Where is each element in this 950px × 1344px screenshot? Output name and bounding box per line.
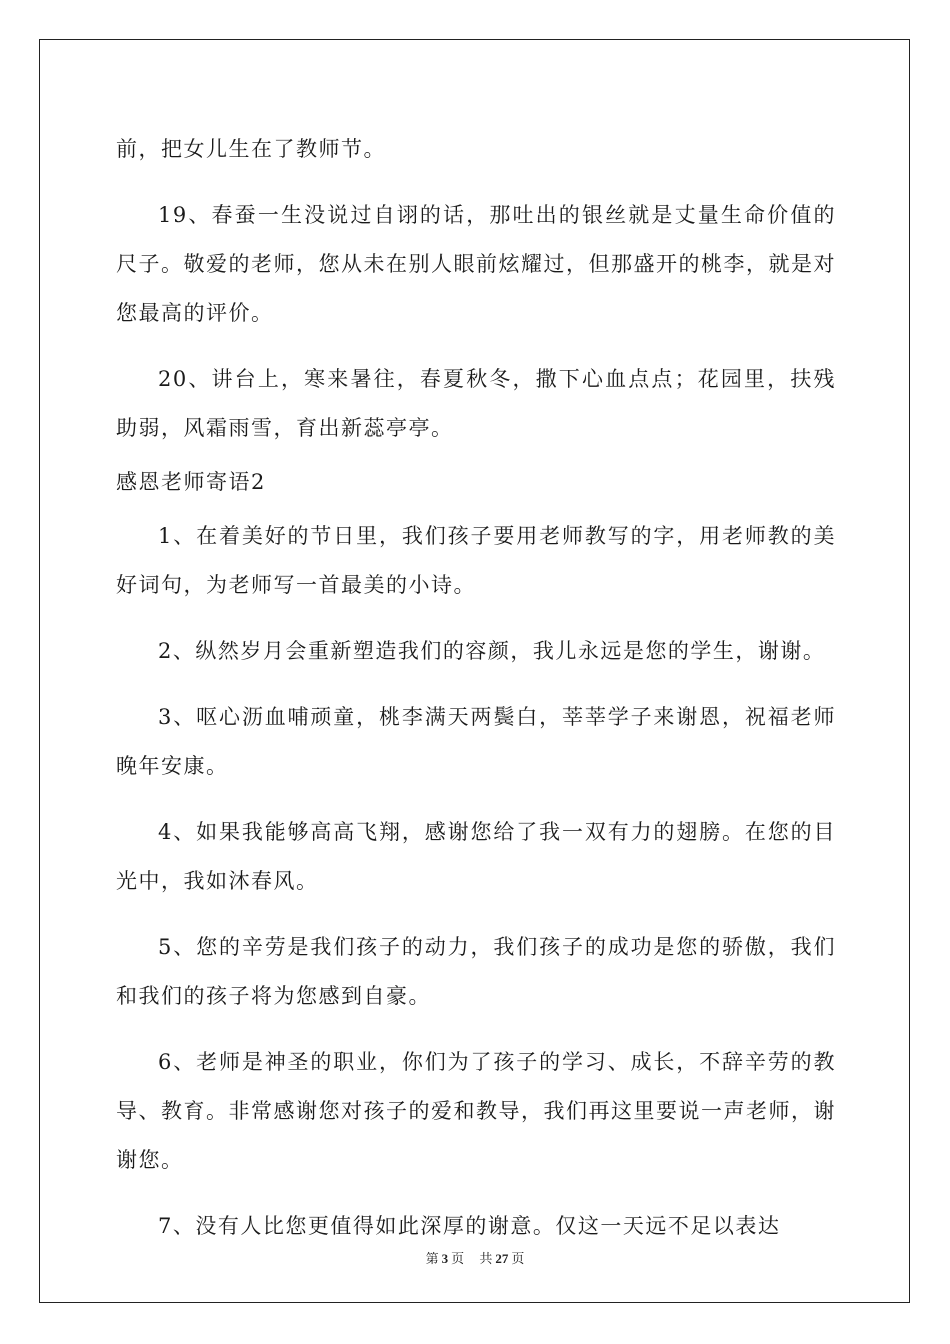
page-prefix: 第 <box>425 1251 439 1266</box>
paragraph: 4、如果我能够高高飞翔，感谢您给了我一双有力的翅膀。在您的目光中，我如沐春风。 <box>116 820 836 893</box>
paragraph: 19、春蚕一生没说过自诩的话，那吐出的银丝就是丈量生命价值的尺子。敬爱的老师，您从未在别人眼前炫耀过，但那盛开的桃李，就是对您最高的评价。 <box>116 203 836 325</box>
section-heading: 感恩老师寄语2 <box>116 470 266 494</box>
page-indicator <box>423 1251 468 1266</box>
total-indicator <box>476 1251 527 1266</box>
total-pages: 27 <box>495 1251 509 1266</box>
total-prefix: 共 <box>479 1251 493 1266</box>
paragraph: 前，把女儿生在了教师节。 <box>116 137 386 161</box>
paragraph: 20、讲台上，寒来暑往，春夏秋冬，撒下心血点点；花园里，扶残助弱，风霜雨雪，育出新蕊亭亭。 <box>116 367 836 440</box>
page-suffix: 页 <box>451 1251 465 1266</box>
page-footer <box>0 1248 950 1267</box>
page-number: 3 <box>441 1251 449 1266</box>
paragraph: 5、您的辛劳是我们孩子的动力，我们孩子的成功是您的骄傲，我们和我们的孩子将为您感到自豪。 <box>116 935 836 1008</box>
document-body <box>116 125 836 1268</box>
paragraph: 3、呕心沥血哺顽童，桃李满天两鬓白，莘莘学子来谢恩，祝福老师晚年安康。 <box>116 705 836 778</box>
paragraph: 2、纵然岁月会重新塑造我们的容颜，我儿永远是您的学生，谢谢。 <box>158 639 826 663</box>
total-suffix: 页 <box>511 1251 525 1266</box>
paragraph: 6、老师是神圣的职业，你们为了孩子的学习、成长，不辞辛劳的教导、教育。非常感谢您对孩子的爱和教导，我们再这里要说一声老师，谢谢您。 <box>116 1050 836 1172</box>
paragraph: 7、没有人比您更值得如此深厚的谢意。仅这一天远不足以表达 <box>158 1214 781 1238</box>
paragraph: 1、在着美好的节日里，我们孩子要用老师教写的字，用老师教的美好词句，为老师写一首最美的小诗。 <box>116 524 836 597</box>
